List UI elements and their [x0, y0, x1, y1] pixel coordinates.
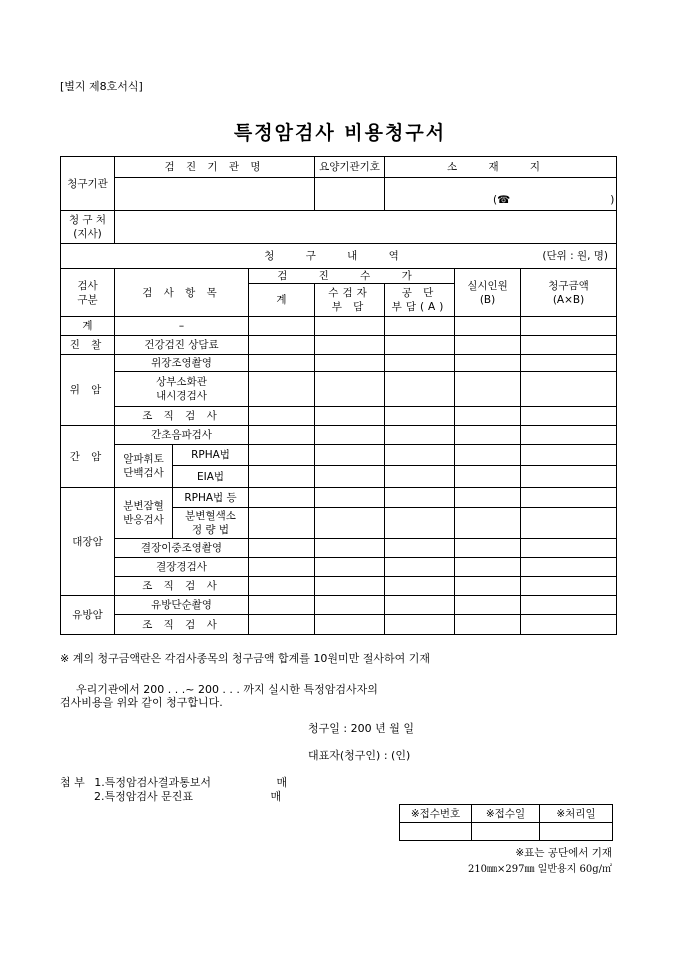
cell[interactable]: [249, 407, 315, 426]
exam-org-name-field[interactable]: [115, 178, 315, 211]
cell[interactable]: [455, 317, 521, 336]
cell[interactable]: [521, 488, 617, 508]
cell[interactable]: [385, 317, 455, 336]
cell[interactable]: [315, 317, 385, 336]
exam-type-header: 검사 구분: [61, 269, 115, 317]
breast-item-mammography: 유방단순촬영: [115, 596, 249, 615]
phone-icon: ☎: [497, 194, 511, 206]
cell[interactable]: [385, 426, 455, 445]
form-label: [별지 제8호서식]: [60, 80, 143, 93]
cell[interactable]: [521, 508, 617, 539]
receipt-date-field[interactable]: [472, 823, 540, 841]
claim-date: 청구일 : 200 년 월 일: [308, 722, 414, 735]
cell[interactable]: [385, 372, 455, 407]
cell[interactable]: [385, 577, 455, 596]
claimant-org-label: 청구기관: [61, 157, 115, 211]
receipt-date-header: ※접수일: [472, 805, 540, 823]
receipt-no-header: ※접수번호: [400, 805, 472, 823]
recipient-share-header: 수검자 부 담: [315, 284, 385, 317]
cell[interactable]: [521, 577, 617, 596]
consult-row-label: 진 찰: [61, 336, 115, 355]
paper-spec: 210㎜×297㎜ 일반용지 60g/㎡: [467, 864, 612, 875]
statement-line-1: 우리기관에서 200 . . .~ 200 . . . 까지 실시한 특정암검사자의: [76, 683, 378, 696]
cell[interactable]: [385, 539, 455, 558]
location-field[interactable]: (☎ ): [385, 178, 617, 211]
cell[interactable]: [315, 407, 385, 426]
cell[interactable]: [315, 466, 385, 488]
breast-item-biopsy: 조 직 검 사: [115, 615, 249, 635]
cell[interactable]: [315, 596, 385, 615]
stomach-cancer-label: 위 암: [61, 355, 115, 426]
cell[interactable]: [315, 508, 385, 539]
colon-item-colonoscopy: 결장경검사: [115, 558, 249, 577]
exam-org-name-header: 검 진 기 관 명: [115, 157, 315, 178]
cell[interactable]: [385, 445, 455, 466]
cell[interactable]: [521, 355, 617, 372]
cell[interactable]: [455, 407, 521, 426]
process-date-header: ※처리일: [540, 805, 613, 823]
cell[interactable]: [315, 615, 385, 635]
stomach-item-biopsy: 조 직 검 사: [115, 407, 249, 426]
cell[interactable]: [521, 336, 617, 355]
cell[interactable]: [315, 558, 385, 577]
cell[interactable]: [521, 426, 617, 445]
cell[interactable]: [315, 488, 385, 508]
cell[interactable]: [249, 355, 315, 372]
cell[interactable]: [385, 596, 455, 615]
colon-fob-label: 분변잠혈 반응검사: [115, 488, 173, 539]
cell[interactable]: [385, 407, 455, 426]
cell[interactable]: [249, 577, 315, 596]
cell[interactable]: [521, 539, 617, 558]
consult-item: 건강검진 상담료: [115, 336, 249, 355]
details-header: [61, 244, 617, 269]
colon-fob-quant: 분변혈색소 정 량 법: [173, 508, 249, 539]
claim-office-field[interactable]: [115, 211, 617, 244]
cell[interactable]: [521, 372, 617, 407]
cell[interactable]: [315, 445, 385, 466]
cell[interactable]: [385, 615, 455, 635]
liver-afp-label: 알파휘토 단백검사: [115, 445, 173, 488]
cell[interactable]: [385, 558, 455, 577]
exam-item-header: 검 사 항 목: [115, 269, 249, 317]
cell[interactable]: [249, 445, 315, 466]
liver-item-ultrasound: 간초음파검사: [115, 426, 249, 445]
colon-cancer-label: 대장암: [61, 488, 115, 596]
attachments: [60, 776, 287, 804]
cell[interactable]: [521, 615, 617, 635]
cell[interactable]: [249, 615, 315, 635]
colon-item-biopsy: 조 직 검 사: [115, 577, 249, 596]
cell[interactable]: [521, 317, 617, 336]
claim-amount-header: 청구금액 (A×B): [521, 269, 617, 317]
colon-item-double-contrast: 결장이중조영촬영: [115, 539, 249, 558]
care-code-header: 요양기관기호: [315, 157, 385, 178]
cell[interactable]: [385, 355, 455, 372]
cell[interactable]: [455, 466, 521, 488]
cell[interactable]: [455, 539, 521, 558]
attachment-item-1: 1.특정암검사결과통보서: [94, 776, 212, 789]
cell[interactable]: [315, 539, 385, 558]
liver-afp-rpha: RPHA법: [173, 445, 249, 466]
receipt-table: [399, 804, 613, 841]
cell[interactable]: [249, 336, 315, 355]
phone-close: ): [610, 194, 615, 206]
details-title: 청 구 내 역: [264, 250, 413, 262]
cell[interactable]: [455, 372, 521, 407]
process-date-field[interactable]: [540, 823, 613, 841]
breast-cancer-label: 유방암: [61, 596, 115, 635]
care-code-field[interactable]: [315, 178, 385, 211]
cell[interactable]: [521, 466, 617, 488]
claim-office-label: 청 구 처 (지사): [61, 211, 115, 244]
cell[interactable]: [455, 488, 521, 508]
statement-line-2: 검사비용을 위와 같이 청구합니다.: [60, 696, 223, 709]
claim-table: [60, 156, 617, 635]
cell[interactable]: [249, 488, 315, 508]
cell[interactable]: [455, 577, 521, 596]
cell[interactable]: [249, 317, 315, 336]
cell[interactable]: [385, 488, 455, 508]
attachments-label: 첨 부: [60, 776, 85, 789]
cell[interactable]: [249, 466, 315, 488]
receipt-no-field[interactable]: [400, 823, 472, 841]
sum-row-label: 계: [61, 317, 115, 336]
cell[interactable]: [249, 539, 315, 558]
cell[interactable]: [455, 445, 521, 466]
cell[interactable]: [249, 372, 315, 407]
cell[interactable]: [521, 596, 617, 615]
cell[interactable]: [315, 336, 385, 355]
cell[interactable]: [455, 596, 521, 615]
stomach-item-endoscopy: 상부소화관 내시경검사: [115, 372, 249, 407]
attachment-unit-1: 매: [276, 776, 288, 789]
liver-cancer-label: 간 암: [61, 426, 115, 488]
cell[interactable]: [521, 558, 617, 577]
cell[interactable]: [455, 426, 521, 445]
cell[interactable]: [315, 577, 385, 596]
cell[interactable]: [249, 508, 315, 539]
representative-line: 대표자(청구인) : (인): [308, 749, 411, 762]
cell[interactable]: [249, 558, 315, 577]
total-header: 계: [249, 284, 315, 317]
sum-row-item: –: [115, 317, 249, 336]
cell[interactable]: [385, 336, 455, 355]
cell[interactable]: [455, 508, 521, 539]
cell[interactable]: [315, 372, 385, 407]
cell[interactable]: [521, 445, 617, 466]
liver-afp-eia: EIA법: [173, 466, 249, 488]
cell[interactable]: [315, 426, 385, 445]
cell[interactable]: [455, 336, 521, 355]
cell[interactable]: [455, 355, 521, 372]
actual-people-header: 실시인원 (B): [455, 269, 521, 317]
attachment-unit-2: 매: [270, 790, 282, 803]
colon-fob-rpha: RPHA법 등: [173, 488, 249, 508]
page-title: 특정암검사 비용청구서: [233, 122, 447, 144]
footer-note: ※표는 공단에서 기재: [515, 847, 612, 859]
location-header: 소 재 지: [385, 157, 617, 178]
cell[interactable]: [249, 426, 315, 445]
cell[interactable]: [521, 407, 617, 426]
attachment-item-2: 2.특정암검사 문진표: [94, 790, 193, 803]
cell[interactable]: [315, 355, 385, 372]
unit-label: (단위 : 원, 명): [542, 250, 609, 262]
cell[interactable]: [455, 615, 521, 635]
cell[interactable]: [385, 466, 455, 488]
rounding-note: ※ 계의 청구금액란은 각검사종목의 청구금액 합계를 10원미만 절사하여 기재: [60, 652, 430, 665]
corp-share-header: 공 단 부담(A): [385, 284, 455, 317]
cell[interactable]: [249, 596, 315, 615]
fee-group-header: 검 진 수 가: [249, 269, 455, 284]
cell[interactable]: [455, 558, 521, 577]
cell[interactable]: [385, 508, 455, 539]
stomach-item-upper-gi: 위장조영촬영: [115, 355, 249, 372]
